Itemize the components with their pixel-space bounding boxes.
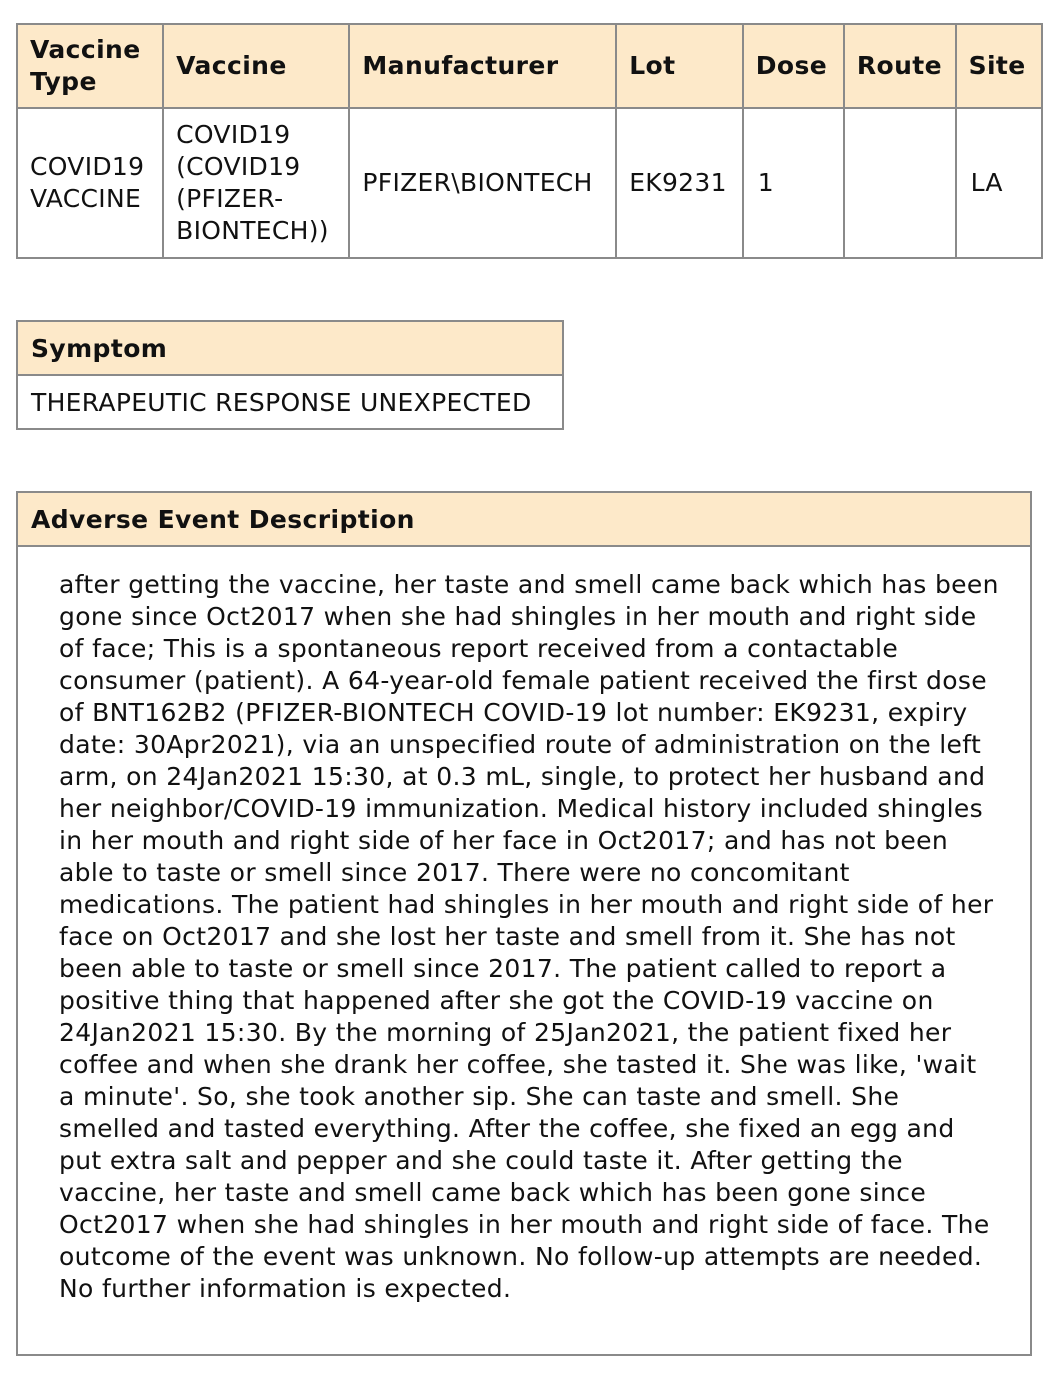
table-row bbox=[17, 375, 563, 429]
cell-symptom: THERAPEUTIC RESPONSE UNEXPECTED bbox=[17, 375, 563, 429]
header-site: Site bbox=[956, 24, 1042, 108]
header-vaccine-type: Vaccine Type bbox=[17, 24, 163, 108]
cell-route bbox=[844, 108, 956, 258]
header-route: Route bbox=[844, 24, 956, 108]
table-row bbox=[17, 108, 1042, 258]
cell-vaccine: COVID19 (COVID19 (PFIZER-BIONTECH)) bbox=[163, 108, 349, 258]
cell-vaccine-type: COVID19 VACCINE bbox=[17, 108, 163, 258]
header-dose: Dose bbox=[743, 24, 844, 108]
header-adverse-event-description: Adverse Event Description bbox=[17, 492, 1031, 546]
header-vaccine: Vaccine bbox=[163, 24, 349, 108]
table-row bbox=[17, 546, 1031, 1355]
cell-manufacturer: PFIZER\BIONTECH bbox=[349, 108, 616, 258]
cell-site: LA bbox=[956, 108, 1042, 258]
adverse-event-header-row bbox=[17, 492, 1031, 546]
header-lot: Lot bbox=[616, 24, 743, 108]
header-symptom: Symptom bbox=[17, 321, 563, 375]
cell-dose: 1 bbox=[743, 108, 844, 258]
adverse-event-table bbox=[16, 491, 1032, 1356]
vaccine-table bbox=[16, 23, 1043, 259]
symptom-table bbox=[16, 320, 564, 430]
header-manufacturer: Manufacturer bbox=[349, 24, 616, 108]
symptom-header-row bbox=[17, 321, 563, 375]
cell-lot: EK9231 bbox=[616, 108, 743, 258]
vaccine-table-header-row bbox=[17, 24, 1042, 108]
adverse-event-description-text: after getting the vaccine, her taste and smell came back which has been gone since Oct2017 when she had shingles in her mouth and right side of face; This is a spontaneous report received from a contactable consumer (patient). A 64-year-old female patient received the first dose of BNT162B2 (PFIZER-BIONTECH COVID-19 lot number: EK9231, expiry date: 30Apr2021), via an unspecified route of administration on the left arm, on 24Jan2021 15:30, at 0.3 mL, single, to protect her husband and her neighbor/COVID-19 immunization. Medical history included shingles in her mouth and right side of her face in Oct2017; and has not been able to taste or smell since 2017. There were no concomitant medications. The patient had shingles in her mouth and right side of her face on Oct2017 and she lost her taste and smell from it. She has not been able to taste or smell since 2017. The patient called to report a positive thing that happened after she got the COVID-19 vaccine on 24Jan2021 15:30. By the morning of 25Jan2021, the patient fixed her coffee and when she drank her coffee, she tasted it. She was like, 'wait a minute'. So, she took another sip. She can taste and smell. She smelled and tasted everything. After the coffee, she fixed an egg and put extra salt and pepper and she could taste it. After getting the vaccine, her taste and smell came back which has been gone since Oct2017 when she had shingles in her mouth and right side of face. The outcome of the event was unknown. No follow-up attempts are needed. No further information is expected. bbox=[17, 546, 1031, 1355]
